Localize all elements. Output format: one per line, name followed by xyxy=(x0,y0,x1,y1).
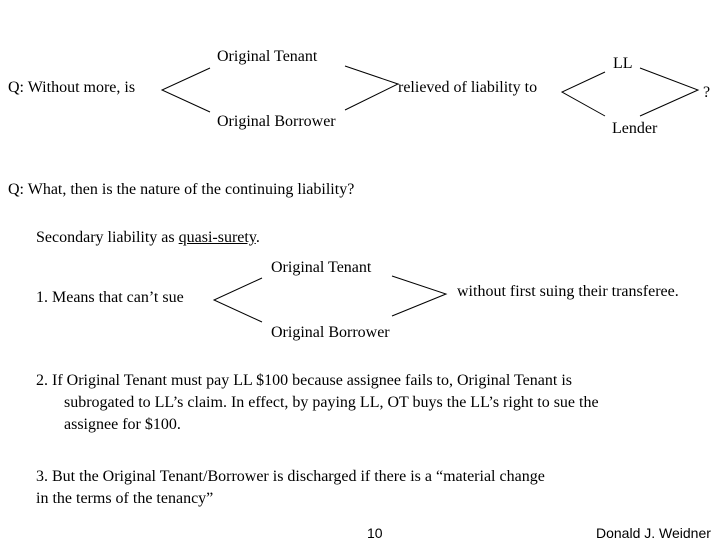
left-bracket-q1 xyxy=(162,68,210,112)
point1-bottom: Original Borrower xyxy=(271,324,390,341)
secondary-underlined: quasi-surety xyxy=(178,229,256,246)
point2-line2: subrogated to LL’s claim. In effect, by paying LL, OT buys the LL’s right to sue the xyxy=(64,394,599,411)
point1-label: 1. Means that can’t sue xyxy=(36,289,184,306)
point2-paragraph xyxy=(36,370,599,436)
point1-right: without first suing their transferee. xyxy=(457,283,679,300)
footer-author: Donald J. Weidner xyxy=(596,525,711,541)
point3-line2: in the terms of the tenancy” xyxy=(36,490,214,507)
converge-lines-p1 xyxy=(392,276,446,316)
page-number: 10 xyxy=(367,525,383,541)
converge-lines-q1 xyxy=(345,66,398,110)
q1-right-top: LL xyxy=(613,55,633,72)
secondary-after: . xyxy=(255,229,260,246)
q1-top-party: Original Tenant xyxy=(217,48,318,65)
right-bracket-q1 xyxy=(562,72,605,116)
q2-question: Q: What, then is the nature of the continuing liability? xyxy=(8,181,355,198)
secondary-before: Secondary liability as xyxy=(36,229,179,246)
secondary-liability xyxy=(36,229,260,247)
point1-top: Original Tenant xyxy=(271,259,372,276)
point3-paragraph xyxy=(36,466,545,510)
q1-middle: relieved of liability to xyxy=(398,79,538,96)
q1-question-mark: ? xyxy=(703,84,711,101)
question-lines-q1 xyxy=(640,68,698,116)
point3-line1: 3. But the Original Tenant/Borrower is discharged if there is a “material change xyxy=(36,468,545,485)
q1-bottom-party: Original Borrower xyxy=(217,113,336,130)
point2-line3: assignee for $100. xyxy=(64,416,181,433)
left-bracket-p1 xyxy=(214,278,262,322)
point2-line1: 2. If Original Tenant must pay LL $100 because assignee fails to, Original Tenant is xyxy=(36,372,572,389)
q1-right-bottom: Lender xyxy=(612,120,658,137)
q1-prefix: Q: Without more, is xyxy=(8,79,136,96)
